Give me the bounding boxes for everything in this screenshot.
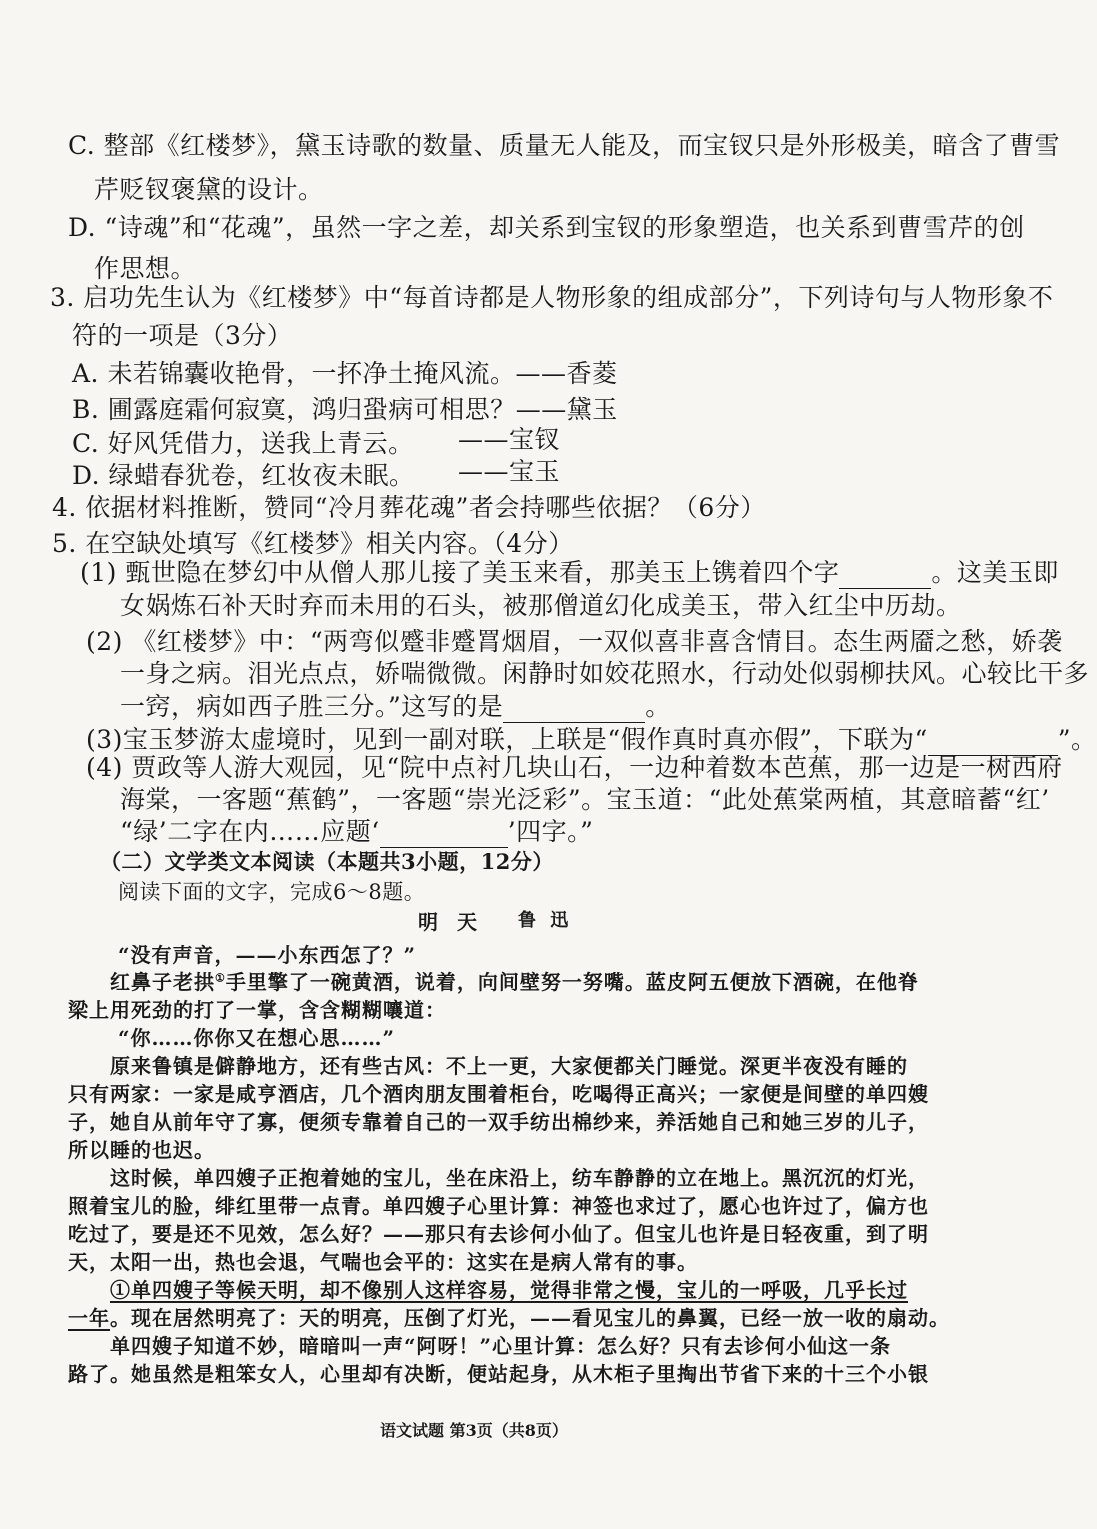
passage-line-4: “你……你你又在想心思……” [118, 1026, 396, 1050]
q3-option-c-attribution: ——宝钗 [458, 425, 561, 454]
q5-item2-after: 。 [645, 692, 671, 721]
option-c-line2: 芹贬钗褒黛的设计。 [94, 175, 324, 204]
passage-line-2b: 手里擎了一碗黄酒，说着，向间壁努一努嘴。蓝皮阿五便放下酒碗，在他脊 [225, 970, 919, 994]
passage-line-5: 原来鲁镇是僻静地方，还有些古风：不上一更，大家便都关门睡觉。深更半夜没有睡的 [110, 1054, 908, 1078]
passage-line-8: 所以睡的也迟。 [68, 1138, 215, 1162]
q5-item3-text: (3)宝玉梦游太虚境时，见到一副对联，上联是“假作真时真亦假”，下联为“ [86, 725, 928, 754]
q5-item2-line3 [120, 687, 671, 723]
q5-item1-line2: 女娲炼石补天时弃而未用的石头，被那僧道幻化成美玉，带入红尘中历劫。 [120, 591, 962, 620]
passage-line-15: 单四嫂子知道不妙，暗暗叫一声“阿呀！”心里计算：怎么好？只有去诊何小仙这一条 [110, 1334, 892, 1358]
q3-option-c: C. 好风凭借力，送我上青云。 [72, 429, 414, 458]
q4-stem: 4. 依据材料推断，赞同“冷月葬花魂”者会持哪些依据？（6分） [52, 493, 766, 522]
passage-author: 鲁 迅 [518, 910, 573, 931]
passage-line-11: 吃过了，要是还不见效，怎么好？——那只有去诊何小仙了。但宝儿也许是日轻夜重，到了明 [68, 1222, 929, 1246]
q5-item1-text: (1) 甄世隐在梦幻中从僧人那儿接了美玉来看，那美玉上镌着四个字 [80, 558, 840, 587]
q5-item2-line1: (2) 《红楼梦》中：“两弯似蹙非蹙罥烟眉，一双似喜非喜含情目。态生两靥之愁，娇袭 [86, 627, 1063, 656]
q3-option-d-attribution: ——宝玉 [458, 457, 561, 486]
q3-option-b: B. 圃露庭霜何寂寞，鸿归蛩病可相思？——黛玉 [72, 395, 618, 424]
passage-line-9: 这时候，单四嫂子正抱着她的宝儿，坐在床沿上，纺车静静的立在地上。黑沉沉的灯光， [110, 1166, 929, 1190]
passage-title: 明 天 [418, 910, 483, 934]
section2-heading: （二）文学类文本阅读（本题共3小题，12分） [100, 849, 554, 874]
q5-item4-line1: (4) 贾政等人游大观园，见“院中点衬几块山石，一边种着数本芭蕉，那一边是一树西府 [86, 753, 1063, 782]
option-c-line1: C. 整部《红楼梦》，黛玉诗歌的数量、质量无人能及，而宝钗只是外形极美，暗含了曹雪 [68, 131, 1061, 160]
q5-item2-line2: 一身之病。泪光点点，娇喘微微。闲静时如姣花照水，行动处似弱柳扶风。心较比干多 [120, 659, 1090, 688]
q5-item4-text: “绿’二字在内……应题‘ [120, 817, 380, 846]
passage-line-6: 只有两家：一家是咸亨酒店，几个酒肉朋友围着柜台，吃喝得正高兴；一家便是间壁的单四嫂 [68, 1082, 929, 1106]
passage-line-3: 梁上用死劲的打了一掌，含含糊糊嚷道： [68, 998, 446, 1022]
q5-item1-line1 [80, 553, 1059, 589]
q5-item4-line3 [120, 812, 593, 848]
q3-option-a: A. 未若锦囊收艳骨，一抔净土掩风流。——香菱 [72, 359, 618, 388]
passage-line-7: 子，她自从前年守了寡，便须专靠着自己的一双手纺出棉纱来，养活她自己和她三岁的儿子， [68, 1110, 929, 1134]
passage-line-13-underlined: ①单四嫂子等候天明，却不像别人这样容易，觉得非常之慢，宝儿的一呼吸，几乎长过 [110, 1278, 908, 1302]
passage-line-14 [68, 1302, 950, 1331]
passage-line-10: 照着宝儿的脸，绯红里带一点青。单四嫂子心里计算：神签也求过了，愿心也许过了，偏方也 [68, 1194, 929, 1218]
section2-instruction: 阅读下面的文字，完成6～8题。 [118, 880, 426, 904]
page-footer: 语文试题 第3页（共8页） [380, 1421, 568, 1440]
passage-line-2 [110, 966, 919, 995]
passage-line-12: 天，太阳一出，热也会退，气喘也会平的：这实在是病人常有的事。 [68, 1250, 698, 1274]
q3-stem-line2: 符的一项是（3分） [72, 321, 293, 350]
q5-item2-text: 一窍，病如西子胜三分。”这写的是 [120, 692, 504, 721]
q5-stem: 5. 在空缺处填写《红楼梦》相关内容。（4分） [52, 529, 574, 558]
q3-option-d: D. 绿蜡春犹卷，红妆夜未眠。 [72, 461, 415, 490]
q5-item4-line2: 海棠，一客题“蕉鹤”，一客题“崇光泛彩”。宝玉道：“此处蕉棠两植，其意暗蓄“红’ [120, 785, 1050, 814]
option-d-line2: 作思想。 [94, 254, 197, 283]
q5-item4-after: ’四字。” [507, 817, 594, 846]
passage-line-1: “没有声音，——小东西怎了？” [118, 943, 417, 967]
footnote-marker: ① [215, 971, 226, 985]
q3-stem-line1: 3. 启功先生认为《红楼梦》中“每首诗都是人物形象的组成部分”，下列诗句与人物形象不 [50, 283, 1054, 312]
q5-item3-after: ”。 [1057, 725, 1097, 754]
q5-item4-blank[interactable] [380, 825, 508, 848]
option-d-line1: D. “诗魂”和“花魂”，虽然一字之差，却关系到宝钗的形象塑造，也关系到曹雪芹的创 [68, 213, 1025, 242]
passage-line-14b: 。现在居然明亮了：天的明亮，压倒了灯光，——看见宝儿的鼻翼，已经一放一收的扇动。 [110, 1306, 950, 1330]
passage-line-2a: 红鼻子老拱 [110, 970, 215, 994]
passage-line-14a-underlined: 一年 [68, 1306, 110, 1330]
q5-item1-after: 。这美玉即 [931, 558, 1059, 587]
passage-line-16: 路了。她虽然是粗笨女人，心里却有决断，便站起身，从木柜子里掏出节省下来的十三个小银 [68, 1362, 929, 1386]
